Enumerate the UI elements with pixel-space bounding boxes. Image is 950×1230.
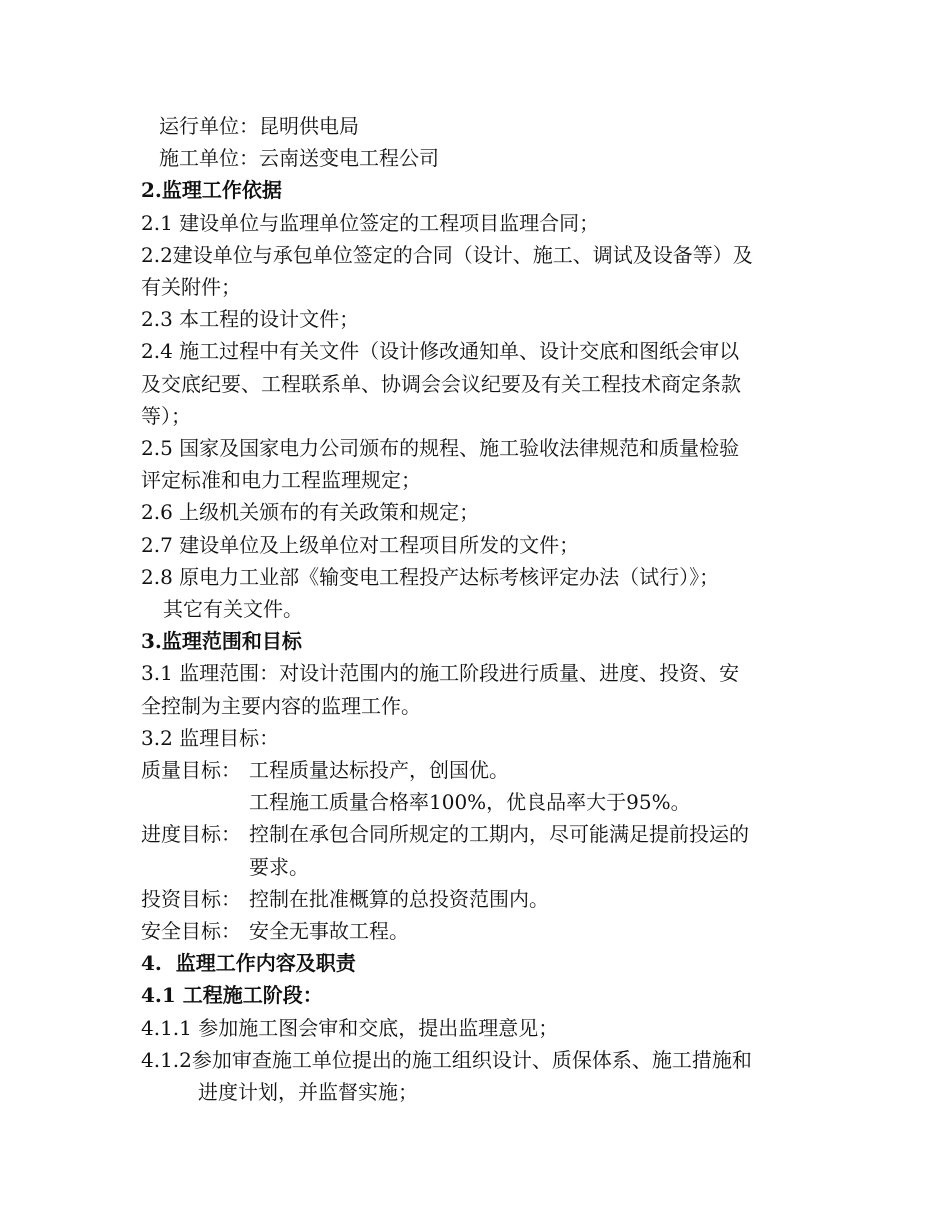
construction-unit-line: 施工单位：云南送变电工程公司 bbox=[159, 146, 439, 171]
investment-target-value: 控制在批准概算的总投资范围内。 bbox=[249, 886, 549, 911]
basis-2-4-cont-1: 及交底纪要、工程联系单、协调会会议纪要及有关工程技术商定条款 bbox=[141, 371, 741, 396]
investment-target-row bbox=[141, 883, 821, 915]
basis-2-6: 2.6 上级机关颁布的有关政策和规定； bbox=[141, 500, 480, 525]
item-4-1-1: 4.1.1 参加施工图会审和交底，提出监理意见； bbox=[141, 1015, 559, 1040]
quality-target-label: 质量目标： bbox=[141, 758, 241, 783]
basis-2-4-cont-2: 等）； bbox=[141, 403, 191, 428]
quality-target-value: 工程质量达标投产，创国优。 bbox=[249, 758, 509, 783]
progress-target-value-2: 要求。 bbox=[249, 854, 309, 879]
section-3-heading: 3.监理范围和目标 bbox=[141, 629, 302, 654]
basis-2-8: 2.8 原电力工业部《输变电工程投产达标考核评定办法（试行）》； bbox=[141, 564, 720, 589]
basis-2-5: 2.5 国家及国家电力公司颁布的规程、施工验收法律规范和质量检验 bbox=[141, 436, 740, 461]
basis-2-4: 2.4 施工过程中有关文件（设计修改通知单、设计交底和图纸会审以 bbox=[141, 339, 740, 364]
safety-target-label: 安全目标： bbox=[141, 919, 241, 944]
operation-unit-line: 运行单位：昆明供电局 bbox=[159, 114, 359, 138]
item-4-1-2: 4.1.2参加审查施工单位提出的施工组织设计、质保体系、施工措施和 bbox=[141, 1047, 752, 1072]
scope-3-1: 3.1 监理范围：对设计范围内的施工阶段进行质量、进度、投资、安 bbox=[141, 661, 740, 686]
basis-2-2: 2.2建设单位与承包单位签定的合同（设计、施工、调试及设备等）及 bbox=[141, 242, 753, 267]
section-2-heading: 2.监理工作依据 bbox=[141, 178, 282, 203]
target-3-2-heading: 3.2 监理目标： bbox=[141, 725, 280, 750]
quality-target-value-2: 工程施工质量合格率100%，优良品率大于95%。 bbox=[249, 790, 691, 815]
basis-other: 其它有关文件。 bbox=[163, 597, 303, 622]
basis-2-1: 2.1 建设单位与监理单位签定的工程项目监理合同； bbox=[141, 210, 600, 235]
investment-target-label: 投资目标： bbox=[141, 886, 241, 911]
item-4-1-2-cont: 进度计划，并监督实施； bbox=[198, 1080, 418, 1105]
safety-target-row bbox=[141, 915, 821, 947]
section-4-heading: 4. 监理工作内容及职责 bbox=[141, 951, 356, 976]
basis-2-3: 2.3 本工程的设计文件； bbox=[141, 307, 360, 332]
quality-target-row bbox=[141, 754, 821, 786]
basis-2-7: 2.7 建设单位及上级单位对工程项目所发的文件； bbox=[141, 532, 580, 557]
scope-3-1-cont: 全控制为主要内容的监理工作。 bbox=[141, 693, 421, 718]
progress-target-row bbox=[141, 818, 821, 850]
section-4-1-heading: 4.1 工程施工阶段： bbox=[141, 983, 323, 1008]
progress-target-label: 进度目标： bbox=[141, 822, 241, 847]
basis-2-2-cont: 有关附件； bbox=[141, 275, 241, 300]
document-page bbox=[141, 110, 821, 1108]
safety-target-value: 安全无事故工程。 bbox=[249, 919, 409, 944]
progress-target-value: 控制在承包合同所规定的工期内，尽可能满足提前投运的 bbox=[249, 822, 749, 847]
basis-2-5-cont: 评定标准和电力工程监理规定； bbox=[141, 468, 421, 493]
